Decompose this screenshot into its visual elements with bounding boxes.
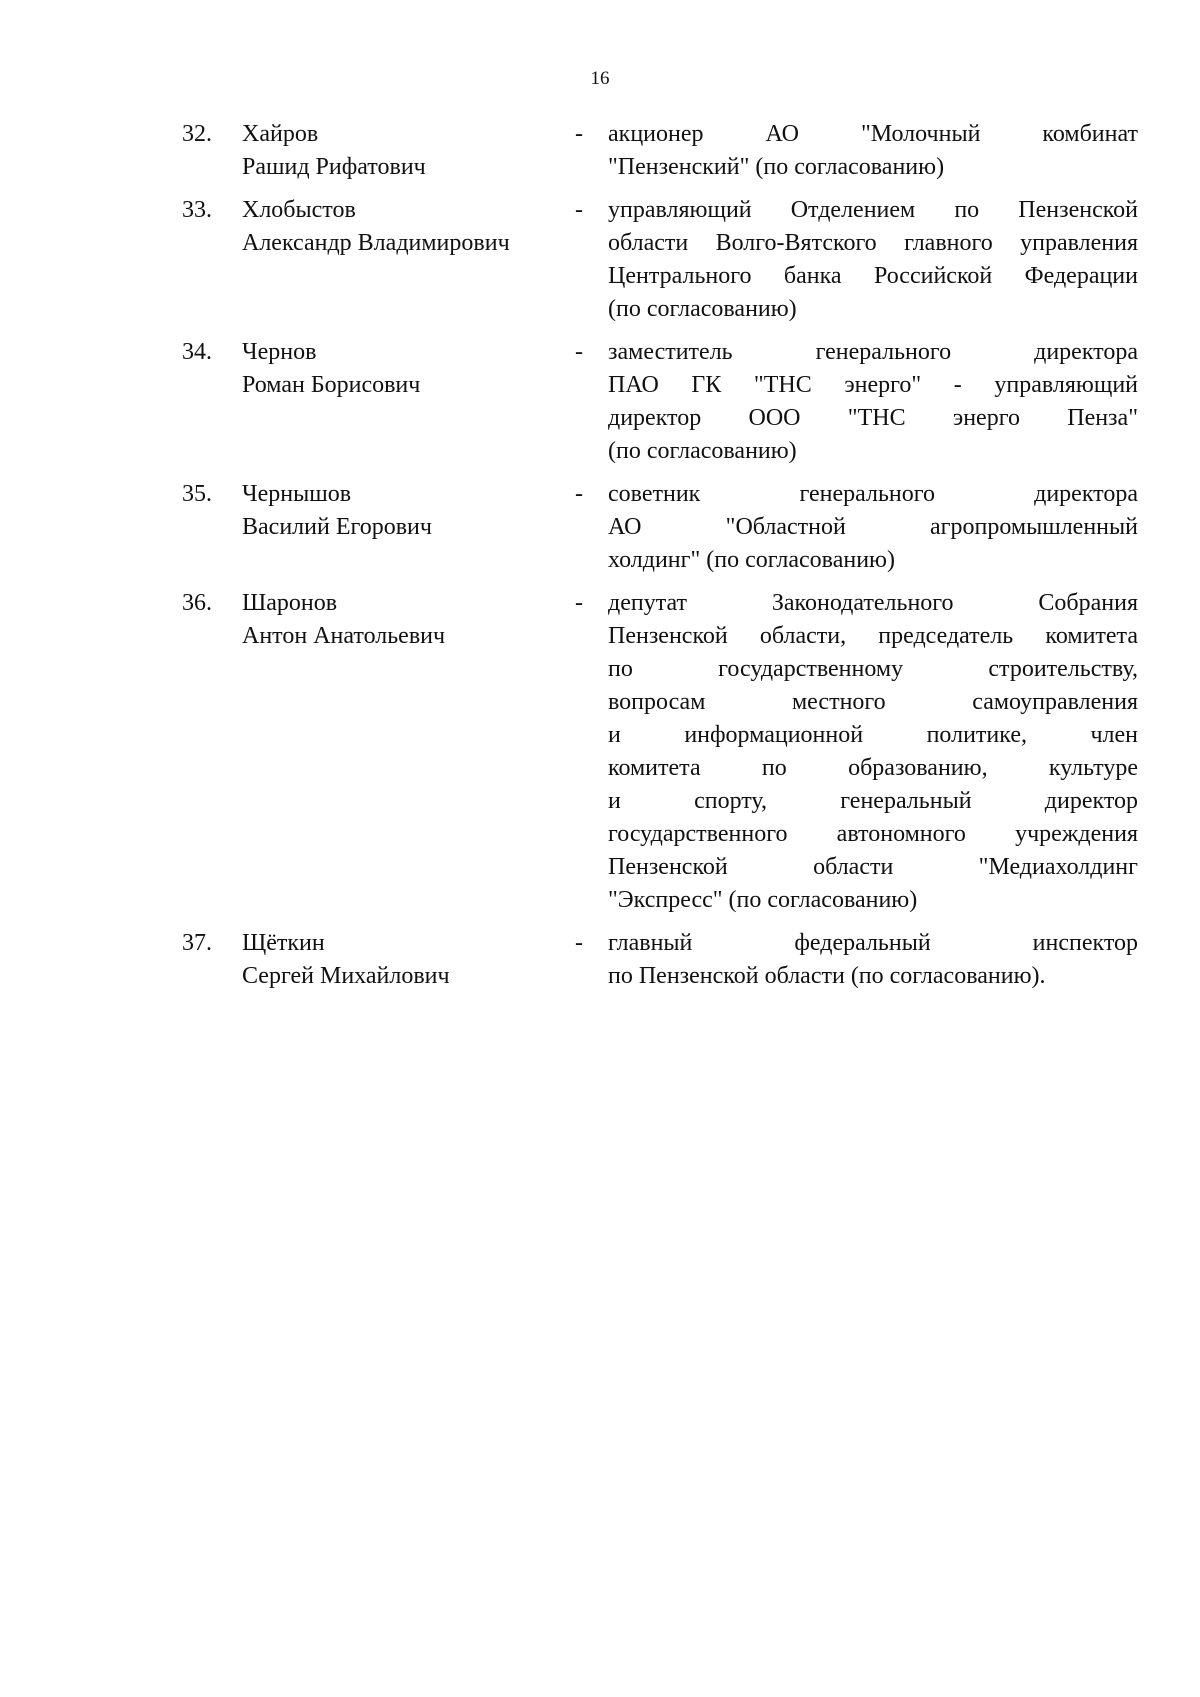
description-line: области Волго-Вятского главного управления — [608, 230, 1138, 256]
given-names: Сергей Михайлович — [242, 963, 450, 989]
separator-dash: - — [575, 121, 583, 147]
description-line: Центрального банка Российской Федерации — [608, 263, 1138, 289]
list-item — [0, 927, 1200, 993]
person-name — [242, 118, 562, 184]
description-line: вопросам местного самоуправления — [608, 689, 1138, 715]
description-line: Пензенской области "Медиахолдинг — [608, 854, 1138, 880]
description-line: по Пензенской области (по согласованию). — [608, 963, 1046, 989]
description-line: акционер АО "Молочный комбинат — [608, 121, 1138, 147]
description-line: ПАО ГК "ТНС энерго" - управляющий — [608, 372, 1138, 398]
given-names: Рашид Рифатович — [242, 154, 426, 180]
position-description — [608, 478, 1138, 577]
entry-number: 37. — [182, 930, 212, 956]
description-line: заместитель генерального директора — [608, 339, 1138, 365]
list-item — [0, 478, 1200, 577]
description-line: директор ООО "ТНС энерго Пенза" — [608, 405, 1138, 431]
separator-dash: - — [575, 481, 583, 507]
description-line: комитета по образованию, культуре — [608, 755, 1138, 781]
description-line: (по согласованию) — [608, 296, 797, 322]
surname: Чернов — [242, 339, 317, 365]
separator-dash: - — [575, 197, 583, 223]
position-description — [608, 194, 1138, 326]
position-description — [608, 927, 1138, 993]
position-description — [608, 587, 1138, 917]
description-line: (по согласованию) — [608, 438, 797, 464]
description-line: Пензенской области, председатель комитета — [608, 623, 1138, 649]
separator-dash: - — [575, 590, 583, 616]
entry-number: 34. — [182, 339, 212, 365]
description-line: управляющий Отделением по Пензенской — [608, 197, 1138, 223]
description-line: и информационной политике, член — [608, 722, 1138, 748]
surname: Чернышов — [242, 481, 352, 507]
description-line: советник генерального директора — [608, 481, 1138, 507]
member-list — [0, 118, 1200, 1003]
given-names: Антон Анатольевич — [242, 623, 446, 649]
description-line: "Экспресс" (по согласованию) — [608, 887, 918, 913]
description-line: главный федеральный инспектор — [608, 930, 1138, 956]
surname: Щёткин — [242, 930, 325, 956]
entry-number: 36. — [182, 590, 212, 616]
list-item — [0, 336, 1200, 468]
list-item — [0, 118, 1200, 184]
surname: Хлобыстов — [242, 197, 356, 223]
given-names: Александр Владимирович — [242, 230, 510, 256]
description-line: холдинг" (по согласованию) — [608, 547, 895, 573]
description-line: депутат Законодательного Собрания — [608, 590, 1138, 616]
description-line: и спорту, генеральный директор — [608, 788, 1138, 814]
list-item — [0, 194, 1200, 326]
person-name — [242, 336, 562, 402]
position-description — [608, 336, 1138, 468]
person-name — [242, 587, 562, 653]
description-line: АО "Областной агропромышленный — [608, 514, 1138, 540]
person-name — [242, 194, 562, 260]
entry-number: 32. — [182, 121, 212, 147]
surname: Шаронов — [242, 590, 338, 616]
description-line: "Пензенский" (по согласованию) — [608, 154, 945, 180]
page-number: 16 — [590, 68, 610, 89]
description-line: государственного автономного учреждения — [608, 821, 1138, 847]
list-item — [0, 587, 1200, 917]
given-names: Роман Борисович — [242, 372, 421, 398]
separator-dash: - — [575, 339, 583, 365]
entry-number: 33. — [182, 197, 212, 223]
person-name — [242, 478, 562, 544]
person-name — [242, 927, 562, 993]
entry-number: 35. — [182, 481, 212, 507]
separator-dash: - — [575, 930, 583, 956]
description-line: по государственному строительству, — [608, 656, 1138, 682]
given-names: Василий Егорович — [242, 514, 432, 540]
position-description — [608, 118, 1138, 184]
surname: Хайров — [242, 121, 319, 147]
